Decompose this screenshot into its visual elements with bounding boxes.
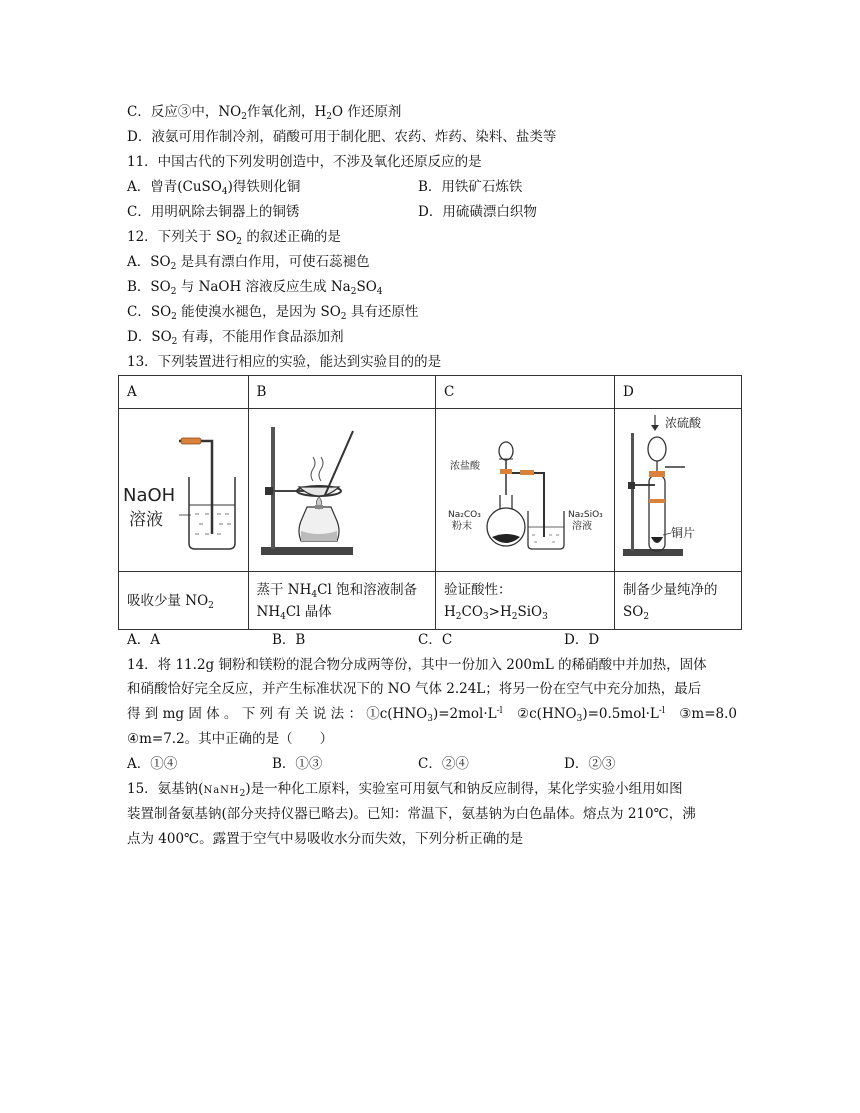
header-c: C — [436, 376, 615, 409]
figure-c-acidity-apparatus — [436, 409, 614, 567]
caption-a: 吸收少量 $NO_2$ — [119, 572, 249, 630]
q10-option-c: C．反应③中，$NO_2$作氧化剂，$H_2O$ 作还原剂 — [127, 104, 402, 122]
q14-line-4: ④m=7.2。其中正确的是（ ） — [127, 731, 334, 747]
figure-b-cell — [248, 409, 436, 572]
q14-line-1: 14．将 11.2g 铜粉和镁粉的混合物分成两等份，其中一份加入 200mL 的稀硝酸中并加热，固体 — [127, 657, 707, 673]
figure-d-label-acid: 浓硫酸 — [665, 416, 702, 430]
q12-option-d: D．$SO_2$ 有毒，不能用作食品添加剂 — [127, 329, 344, 347]
q14-answer-c: C．②④ — [418, 756, 469, 772]
q15-line-3: 点为 400℃。露置于空气中易吸收水分而失效，下列分析正确的是 — [127, 831, 524, 847]
q13-answer-d: D．D — [564, 632, 600, 648]
q14-answer-a: A．①④ — [127, 756, 178, 772]
figure-c-label-solution: 溶液 — [572, 521, 592, 532]
q13-answer-c: C．C — [418, 632, 453, 648]
caption-c: 验证酸性：$H_2CO_3>H_2SiO_3$ — [436, 572, 615, 630]
q11-option-d: D．用硫磺漂白织物 — [418, 204, 537, 220]
q12-stem: 12．下列关于 $SO_2$ 的叙述正确的是 — [127, 229, 341, 247]
q11-stem: 11．中国古代的下列发明创造中，不涉及氧化还原反应的是 — [127, 154, 482, 170]
header-d: D — [615, 376, 742, 409]
header-b: B — [248, 376, 436, 409]
caption-b: 蒸干 $NH_4Cl$ 饱和溶液制备 $NH_4Cl$ 晶体 — [248, 572, 436, 630]
figure-a-cell — [119, 409, 249, 572]
q13-answer-a: A．A — [127, 632, 160, 648]
q11-option-a: A．曾青(CuSO$_4$)得铁则化铜 — [127, 179, 301, 197]
figure-a-label-solution: 溶液 — [129, 510, 164, 530]
figure-a-beaker-apparatus — [119, 409, 247, 567]
q13-table — [118, 375, 742, 630]
figure-a-label-naoh: NaOH — [123, 485, 176, 506]
figure-c-label-na2co3: Na₂CO₃ — [448, 510, 481, 520]
q12-option-c: C．$SO_2$ 能使溴水褪色，是因为 $SO_2$ 具有还原性 — [127, 304, 419, 322]
q12-option-b: B．$SO_2$ 与 NaOH 溶液反应生成 $Na_2SO_4$ — [127, 279, 383, 297]
figure-b-evaporation-apparatus — [249, 409, 435, 567]
q12-option-a: A．$SO_2$ 是具有漂白作用，可使石蕊褪色 — [127, 254, 370, 272]
q15-line-1: 15．氨基钠(NaNH$_2$)是一种化工原料，实验室可用氨气和钠反应制得，某化学实验小组用如图 — [127, 781, 683, 799]
q14-answer-b: B．①③ — [272, 756, 323, 772]
header-a: A — [119, 376, 249, 409]
q11-option-b: B．用铁矿石炼铁 — [418, 179, 523, 195]
q13-answer-b: B．B — [272, 632, 306, 648]
q14-answer-d: D．②③ — [564, 756, 616, 772]
figure-c-cell — [436, 409, 615, 572]
q13-stem: 13．下列装置进行相应的实验，能达到实验目的的是 — [127, 354, 442, 370]
q15-line-2: 装置制备氨基钠(部分夹持仪器已略去)。已知：常温下，氨基钠为白色晶体。熔点为 210℃，沸 — [127, 806, 696, 822]
figure-d-cell — [615, 409, 742, 572]
q14-line-3: 得 到 mg 固 体 。 下 列 有 关 说 法 ： $①c(HNO_3)=2mol\cdot L^{-l}$ $②c(HNO_3)=0.5mol\cdot L^{-l}$ ③m=8.0 — [127, 706, 737, 724]
q11-option-c: C．用明矾除去铜器上的铜锈 — [127, 204, 300, 220]
figure-c-label-powder: 粉末 — [452, 521, 472, 532]
caption-d: 制备少量纯净的 $SO_2$ — [615, 572, 742, 630]
figure-c-label-acid: 浓盐酸 — [450, 461, 480, 472]
figure-d-so2-apparatus — [615, 409, 741, 567]
figure-c-label-na2sio3: Na₂SiO₃ — [568, 510, 603, 520]
q10-option-d: D．液氨可用作制冷剂，硝酸可用于制化肥、农药、炸药、染料、盐类等 — [127, 129, 557, 145]
q14-line-2: 和硝酸恰好完全反应，并产生标准状况下的 NO 气体 2.24L；将另一份在空气中充分加热，最后 — [127, 681, 702, 697]
figure-d-label-copper: 铜片 — [671, 526, 696, 540]
